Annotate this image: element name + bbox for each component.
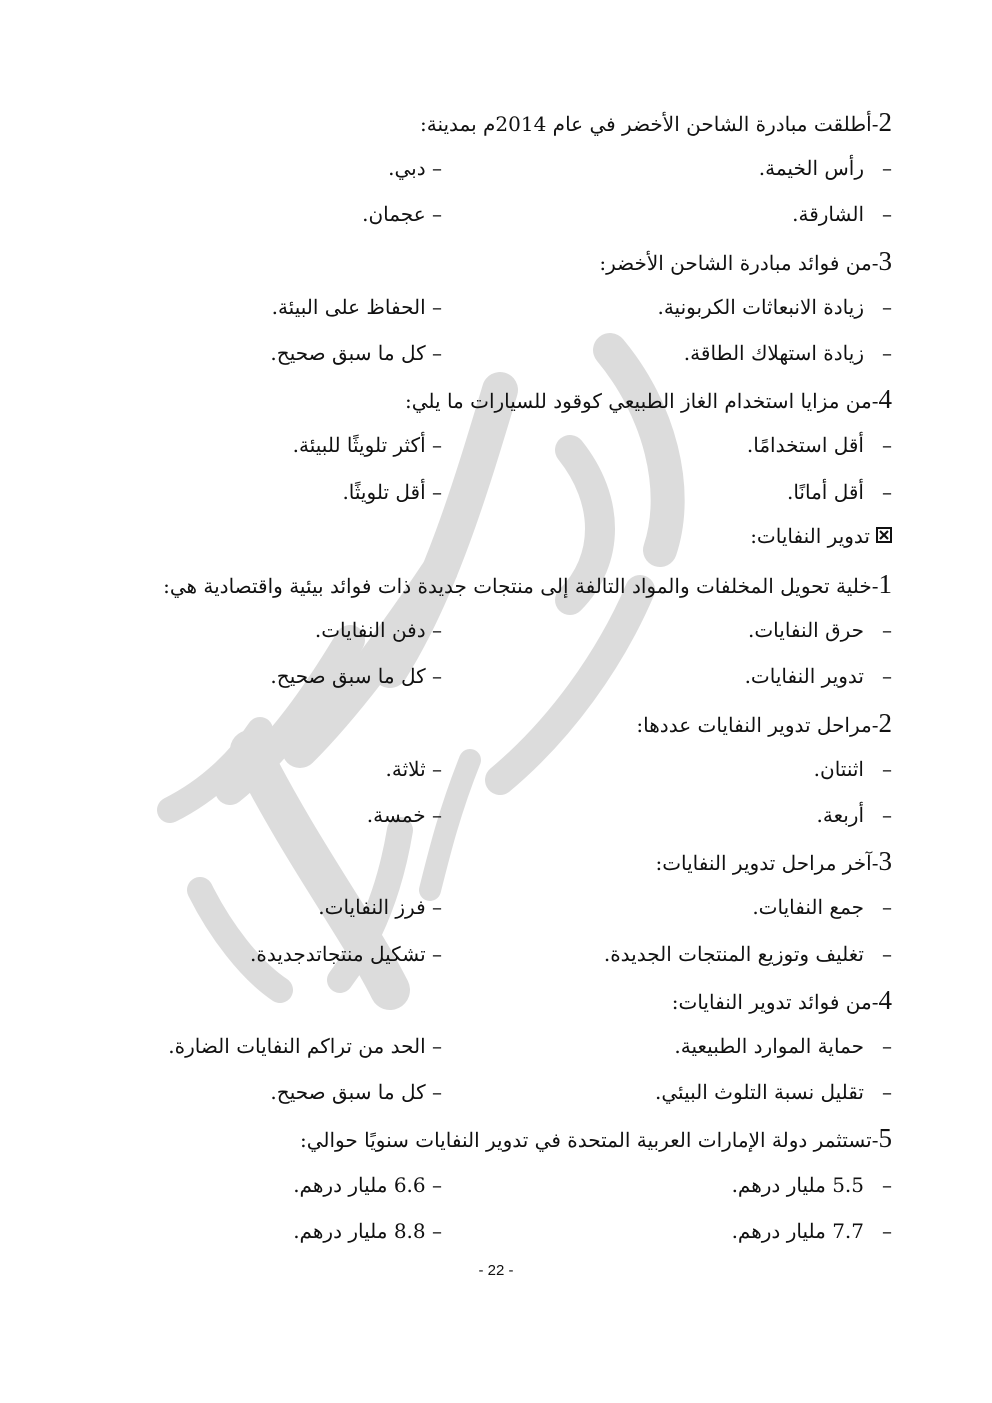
- question-text: -خلية تحويل المخلفات والمواد التالفة إلى منتجات جديدة ذات فوائد بيئية واقتصادية هي:: [163, 574, 879, 598]
- answer-option[interactable]: [293, 1216, 442, 1246]
- question-text: -من مزايا استخدام الغاز الطبيعي كوقود للسيارات ما يلي:: [405, 389, 879, 414]
- section-heading: [750, 521, 892, 551]
- answer-option[interactable]: [270, 661, 442, 691]
- question-stem: [655, 846, 892, 876]
- answer-option[interactable]: [732, 1170, 892, 1200]
- question-number: 4: [878, 984, 892, 1015]
- option-dash: –: [882, 803, 892, 827]
- option-text: زيادة الانبعاثات الكربونية.: [657, 294, 864, 319]
- checkbox-x-icon: [876, 527, 892, 543]
- option-text: تدوير النفايات.: [744, 664, 864, 689]
- question-text: -أطلقت مبادرة الشاحن الأخضر في عام 2014م بمدينة:: [419, 112, 879, 136]
- question-number: 2: [878, 107, 892, 137]
- question-stem: [300, 1123, 892, 1153]
- option-dash: –: [882, 341, 892, 365]
- question-text: -تستثمر دولة الإمارات العربية المتحدة في تدوير النفايات سنويًا حوالي:: [299, 1128, 879, 1153]
- option-dash: –: [425, 803, 442, 827]
- option-text: الشارقة.: [792, 202, 864, 227]
- option-text: تغليف وتوزيع المنتجات الجديدة.: [603, 941, 864, 966]
- answer-option[interactable]: [250, 939, 442, 969]
- option-text: دفن النفايات.: [314, 618, 426, 643]
- answer-option[interactable]: [293, 430, 442, 460]
- answer-option[interactable]: [655, 1077, 892, 1107]
- answer-option[interactable]: [684, 338, 892, 368]
- answer-option[interactable]: [272, 292, 442, 322]
- answer-option[interactable]: [814, 754, 892, 784]
- option-text: أقل استخدامًا.: [746, 433, 864, 458]
- answer-option[interactable]: [318, 892, 442, 922]
- option-dash: –: [425, 895, 442, 920]
- option-dash: –: [882, 479, 892, 504]
- answer-option[interactable]: [385, 754, 442, 784]
- answer-option[interactable]: [270, 338, 442, 368]
- option-dash: –: [425, 1218, 442, 1243]
- option-text: تشكيل منتجاتدجديدة.: [250, 941, 426, 966]
- option-text: فرز النفايات.: [318, 895, 426, 920]
- question-stem: [163, 569, 892, 599]
- option-dash: –: [425, 433, 442, 458]
- answer-option[interactable]: [362, 199, 442, 229]
- question-number: 5: [878, 1123, 892, 1154]
- question-number: 3: [878, 245, 892, 276]
- option-text: أكثر تلويثًا للبيئة.: [292, 433, 426, 458]
- question-number: 2: [878, 707, 892, 738]
- answer-option[interactable]: [315, 615, 442, 645]
- answer-option[interactable]: [657, 292, 892, 322]
- question-stem: [420, 107, 892, 137]
- answer-option[interactable]: [816, 800, 892, 830]
- option-dash: –: [882, 756, 892, 781]
- option-text: الحفاظ على البيئة.: [271, 294, 426, 319]
- answer-option[interactable]: [342, 477, 442, 507]
- option-text: حماية الموارد الطبيعية.: [674, 1034, 864, 1058]
- option-dash: –: [425, 341, 442, 365]
- option-text: 8.8 مليار درهم.: [293, 1218, 426, 1243]
- answer-option[interactable]: [674, 1031, 892, 1061]
- option-text: رأس الخيمة.: [758, 156, 864, 181]
- answer-option[interactable]: [748, 615, 892, 645]
- option-dash: –: [882, 1080, 892, 1105]
- question-text: -مراحل تدوير النفايات عددها:: [636, 712, 879, 737]
- question-number: 3: [878, 846, 892, 877]
- option-text: 5.5 مليار درهم.: [731, 1172, 864, 1197]
- question-text: -من فوائد مبادرة الشاحن الأخضر:: [599, 250, 879, 275]
- option-dash: –: [882, 202, 892, 227]
- answer-option[interactable]: [792, 199, 892, 229]
- option-dash: –: [425, 1172, 442, 1197]
- question-stem: [599, 246, 892, 276]
- option-dash: –: [882, 895, 892, 920]
- question-stem: [405, 384, 892, 414]
- question-number: 4: [878, 384, 892, 415]
- answer-option[interactable]: [747, 430, 892, 460]
- answer-option[interactable]: [732, 1216, 892, 1246]
- answer-option[interactable]: [168, 1031, 442, 1061]
- option-text: حرق النفايات.: [747, 618, 864, 643]
- option-dash: –: [882, 1218, 892, 1243]
- option-dash: –: [425, 618, 442, 643]
- option-dash: –: [882, 664, 892, 689]
- answer-option[interactable]: [270, 1077, 442, 1107]
- option-text: 6.6 مليار درهم.: [293, 1172, 426, 1197]
- answer-option[interactable]: [604, 939, 892, 969]
- question-stem: [636, 708, 892, 738]
- option-text: ثلاثة.: [385, 756, 426, 781]
- answer-option[interactable]: [388, 153, 442, 183]
- question-text: -آخر مراحل تدوير النفايات:: [655, 851, 879, 876]
- option-dash: –: [882, 941, 892, 966]
- section-title: تدوير النفايات:: [750, 523, 870, 548]
- option-text: كل ما سبق صحيح.: [270, 341, 426, 365]
- option-text: كل ما سبق صحيح.: [270, 664, 426, 689]
- answer-option[interactable]: [759, 153, 892, 183]
- option-dash: –: [882, 156, 892, 181]
- option-text: أقل أمانًا.: [786, 479, 864, 504]
- page-number: - 22 -: [478, 1262, 514, 1279]
- option-text: الحد من تراكم النفايات الضارة.: [168, 1034, 426, 1058]
- option-text: جمع النفايات.: [752, 895, 864, 920]
- option-dash: –: [882, 618, 892, 643]
- option-text: زيادة استهلاك الطاقة.: [683, 341, 864, 365]
- option-dash: –: [425, 664, 442, 689]
- question-text: -من فوائد تدوير النفايات:: [671, 989, 879, 1014]
- option-text: 7.7 مليار درهم.: [731, 1218, 864, 1243]
- option-text: أربعة.: [816, 803, 864, 827]
- answer-option[interactable]: [745, 661, 892, 691]
- option-text: اثنتان.: [813, 756, 864, 781]
- option-dash: –: [882, 1172, 892, 1197]
- option-dash: –: [425, 756, 442, 781]
- answer-option[interactable]: [787, 477, 892, 507]
- option-dash: –: [425, 294, 442, 319]
- question-number: 1: [878, 569, 892, 599]
- option-dash: –: [425, 202, 442, 227]
- option-dash: –: [425, 479, 442, 504]
- question-stem: [672, 985, 892, 1015]
- option-text: تقليل نسبة التلوث البيئي.: [655, 1080, 864, 1105]
- option-text: كل ما سبق صحيح.: [270, 1080, 426, 1105]
- option-dash: –: [882, 1034, 892, 1058]
- option-dash: –: [882, 433, 892, 458]
- option-text: دبي.: [388, 156, 426, 181]
- option-dash: –: [425, 1080, 442, 1105]
- option-dash: –: [882, 294, 892, 319]
- option-text: عجمان.: [362, 202, 426, 227]
- option-dash: –: [425, 156, 442, 181]
- option-dash: –: [425, 1034, 442, 1058]
- answer-option[interactable]: [367, 800, 442, 830]
- option-text: خمسة.: [366, 803, 426, 827]
- answer-option[interactable]: [293, 1170, 442, 1200]
- answer-option[interactable]: [752, 892, 892, 922]
- option-dash: –: [425, 941, 442, 966]
- option-text: أقل تلويثًا.: [342, 479, 426, 504]
